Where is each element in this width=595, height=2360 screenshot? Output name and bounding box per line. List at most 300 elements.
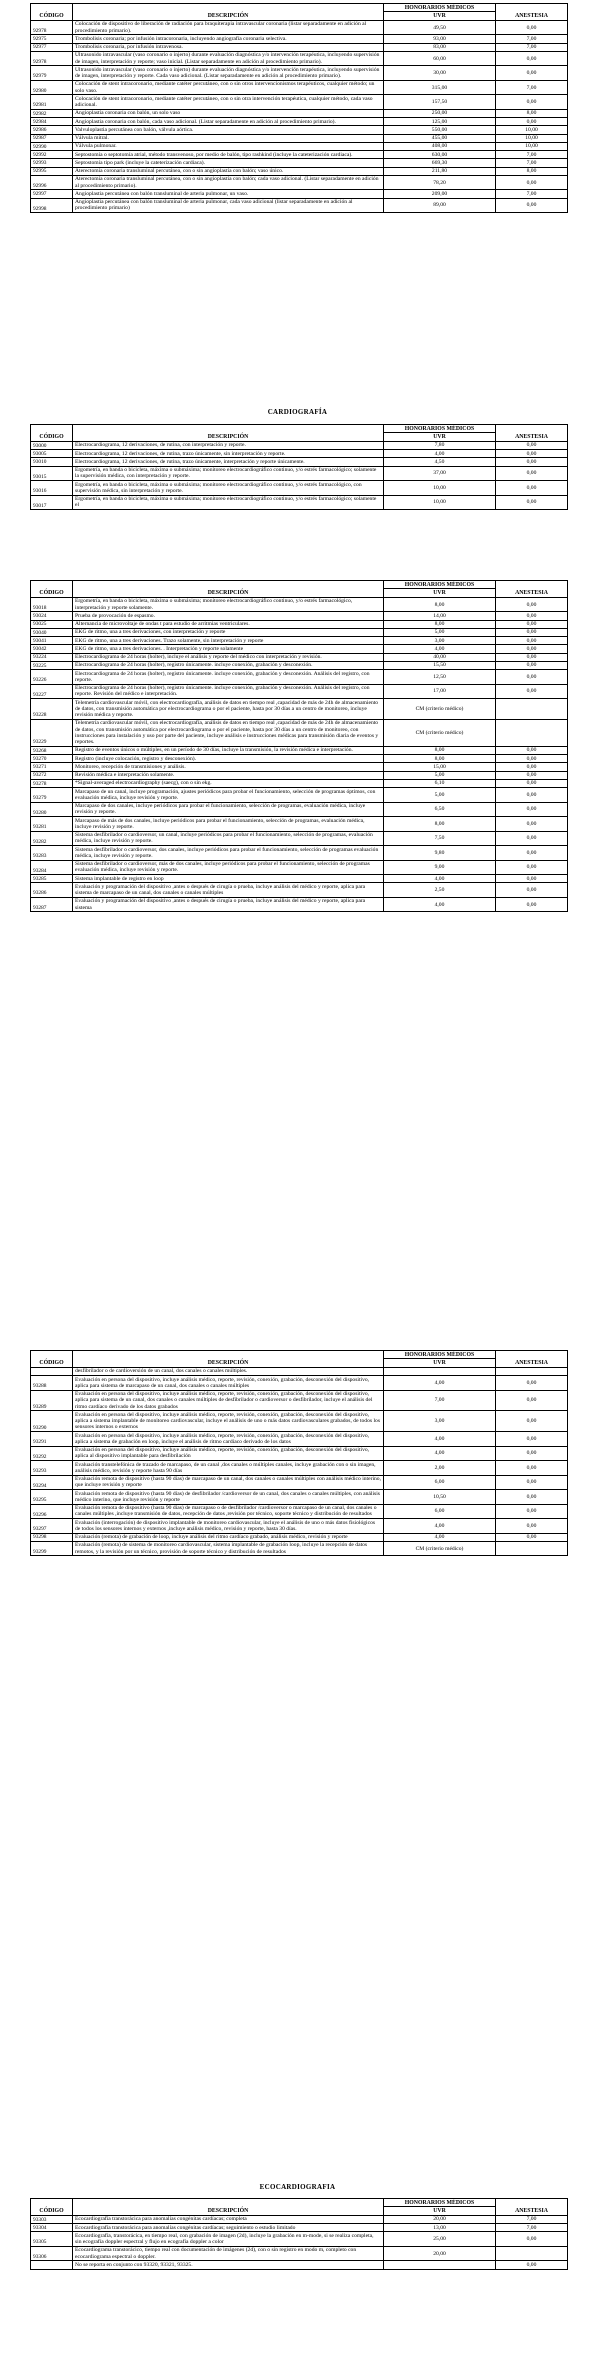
row-code: 93226 — [31, 670, 73, 685]
row-description: No se reporta en conjunto con 93320, 93321, 93325. — [73, 2261, 384, 2269]
table-row — [31, 134, 568, 142]
table-row — [31, 198, 568, 213]
row-uvr: 2,00 — [384, 1461, 496, 1476]
table-row — [31, 699, 568, 720]
row-code: 93017 — [31, 495, 73, 510]
row-description: Electrocardiograma de 24 horas (holter), incluye el análisis y reporte del médico con interpretación y revisión. — [73, 653, 384, 661]
header-codigo: CÓDIGO — [31, 4, 73, 21]
table-row — [31, 2246, 568, 2261]
row-code: 92980 — [31, 80, 73, 95]
row-description: Angioplastia percutánea con balón transluminal de arteria pulmonar, un vaso. — [73, 190, 384, 198]
row-anestesia: 7,00 — [496, 151, 568, 159]
row-anestesia: 8,00 — [496, 109, 568, 117]
table-row — [31, 1446, 568, 1461]
row-anestesia: 0,00 — [496, 66, 568, 81]
row-code: 93229 — [31, 719, 73, 746]
row-uvr: 25,00 — [384, 2232, 496, 2247]
row-code: 93293 — [31, 1461, 73, 1476]
table-row — [31, 1376, 568, 1391]
row-description: Registro (incluye colocación, registro y desconexión). — [73, 755, 384, 763]
table-row — [31, 875, 568, 883]
table-row — [31, 80, 568, 95]
row-description: Evaluación y programación del dispositivo ,antes o después de cirugía o prueba, incluye análisis del médico y reporte, aplica para sistema — [73, 897, 384, 912]
row-code: 93282 — [31, 831, 73, 846]
row-description: Ecocardiografía transtorácica para anomalías congénitas cardíacas; completa — [73, 2215, 384, 2223]
table-header-row — [31, 2199, 568, 2207]
table-row — [31, 159, 568, 167]
row-code: 93000 — [31, 441, 73, 449]
row-description: Electrocardiograma, 12 derivaciones, de rutina, trazo únicamente, interpretación y reporte únicamente. — [73, 458, 384, 466]
section-title-ecocardiografia: ECOCARDIOGRAFIA — [259, 2183, 336, 2191]
row-description: Sistema desfibrilador o cardioversor, dos canales, incluye periódicos para probar el funcionamiento, selección de programas evaluación médica, incluye revisión y reporte. — [73, 846, 384, 861]
row-description: Evaluación en persona del dispositivo, incluye análisis médico, reporte, revisión, conexión, grabación, desconexión del dispositivo, aplica para sistema de marcapaso de un canal, dos canales o canales múltiples — [73, 1376, 384, 1391]
header-codigo: CÓDIGO — [31, 425, 73, 442]
row-code: 93280 — [31, 802, 73, 817]
row-anestesia: 0,00 — [496, 860, 568, 875]
row-uvr: 13,00 — [384, 2224, 496, 2232]
row-description: Ultrasonido intravascular (vaso coronario o injerto) durante evaluación diagnóstica y/o intervención terapéutica, incluyendo supervisión de imagen, interpretación y reporte; vaso inicial. (Listar separadamente en adición al procedimiento primario). — [73, 51, 384, 66]
row-uvr — [384, 2261, 496, 2269]
row-code: 93272 — [31, 771, 73, 779]
row-code: 92992 — [31, 151, 73, 159]
row-description: Ecocardiografía transtorácica para anomalías congénitas cardíacas; seguimiento o estudio limitado — [73, 2224, 384, 2232]
row-code: 93290 — [31, 1411, 73, 1432]
table-row — [31, 653, 568, 661]
row-uvr: 4,00 — [384, 1533, 496, 1541]
row-anestesia: 0,00 — [496, 441, 568, 449]
row-anestesia: 7,00 — [496, 80, 568, 95]
table-row — [31, 2224, 568, 2232]
row-uvr: 15,00 — [384, 763, 496, 771]
row-anestesia: 0,00 — [496, 684, 568, 699]
row-description: Angioplastia coronaria con balón, un solo vaso — [73, 109, 384, 117]
row-description: Evaluación remota de dispositivo (hasta 90 días) de desfibrilador /cardioversor de un canal, dos canales o canales múltiples, con análisis médico interino, que incluye revisión y reporte — [73, 1490, 384, 1505]
row-uvr: 2,50 — [384, 883, 496, 898]
row-uvr: 14,00 — [384, 612, 496, 620]
header-codigo: CÓDIGO — [31, 2199, 73, 2216]
row-anestesia: 0,00 — [496, 1461, 568, 1476]
row-uvr: 49,50 — [384, 20, 496, 35]
row-description: Septostomía tipo park (incluye la cateterización cardiaca). — [73, 159, 384, 167]
row-anestesia: 10,00 — [496, 126, 568, 134]
header-codigo: CÓDIGO — [31, 581, 73, 598]
row-anestesia: 7,00 — [496, 43, 568, 51]
section-title-cardiografia: CARDIOGRAFÍA — [267, 408, 328, 416]
row-description: Telemetría cardiovascular móvil, con electrocardiografía, análisis de datos en tiempo real ,capacidad de más de 24h de almacenamiento de datos, con transmisión automática por electrocardiograma o por el paciente, hasta por 30 días a un centro de monitoreo, incluye revisión médica y reporte. — [73, 699, 384, 720]
table-row — [31, 1519, 568, 1534]
table-row — [31, 1490, 568, 1505]
table-row — [31, 118, 568, 126]
table-row — [31, 142, 568, 150]
row-uvr: 4,00 — [384, 1446, 496, 1461]
row-code: 93306 — [31, 2246, 73, 2261]
header-uvr: UVR — [384, 1359, 496, 1367]
row-anestesia: 0,00 — [496, 1475, 568, 1490]
row-anestesia: 0,00 — [496, 788, 568, 803]
header-honorarios: HONORARIOS MÉDICOS — [384, 581, 496, 589]
table-header-row — [31, 425, 568, 433]
row-code: 93297 — [31, 1519, 73, 1534]
row-code: 93298 — [31, 1533, 73, 1541]
row-description: Electrocardiograma, 12 derivaciones, de rutina, trazo únicamente, sin interpretación y reporte. — [73, 450, 384, 458]
table-row — [31, 1390, 568, 1411]
row-description: Ecocardiograma transtorácico, tiempo real con documentación de imágenes (2d), con o sin registro en modo m, completo con ecocardiograma espectral o doppler. — [73, 2246, 384, 2261]
row-code: 93296 — [31, 1504, 73, 1519]
row-anestesia: 0,00 — [496, 2232, 568, 2247]
row-code: 92995 — [31, 167, 73, 175]
row-uvr: 550,00 — [384, 126, 496, 134]
procedures-table-device-evaluation — [30, 1350, 568, 1556]
row-description: Monitoreo, recepción de transmisiones y análisis. — [73, 763, 384, 771]
table-row — [31, 846, 568, 861]
row-description: Electrocardiograma de 24 horas (holter), registro únicamente. incluye conexión, grabación y desconexión. Análisis del registro, con reporte. — [73, 670, 384, 685]
table-row — [31, 126, 568, 134]
row-code: 93286 — [31, 883, 73, 898]
row-uvr: 209,00 — [384, 190, 496, 198]
row-uvr: 3,00 — [384, 1411, 496, 1432]
row-uvr: 250,00 — [384, 109, 496, 117]
table-row — [31, 43, 568, 51]
row-uvr: 83,00 — [384, 43, 496, 51]
table-row — [31, 495, 568, 510]
row-anestesia: 0,00 — [496, 495, 568, 510]
row-anestesia: 0,00 — [496, 95, 568, 110]
header-codigo: CÓDIGO — [31, 1351, 73, 1368]
header-honorarios: HONORARIOS MÉDICOS — [384, 4, 496, 12]
row-anestesia: 0,00 — [496, 1533, 568, 1541]
table-row — [31, 20, 568, 35]
table-row — [31, 1461, 568, 1476]
table-row — [31, 779, 568, 787]
row-anestesia: 0,00 — [496, 802, 568, 817]
row-uvr: CM (criterio médico) — [384, 699, 496, 720]
row-anestesia: 0,00 — [496, 653, 568, 661]
table-row — [31, 1504, 568, 1519]
table-row — [31, 788, 568, 803]
row-code: 93288 — [31, 1376, 73, 1391]
row-anestesia: 0,00 — [496, 51, 568, 66]
table-row — [31, 466, 568, 481]
header-descripcion: DESCRIPCIÓN — [73, 2199, 384, 2216]
table-row — [31, 190, 568, 198]
table-row — [31, 746, 568, 754]
row-code: 93278 — [31, 779, 73, 787]
row-code: 93015 — [31, 466, 73, 481]
row-anestesia: 0,00 — [496, 755, 568, 763]
row-uvr: 7,50 — [384, 831, 496, 846]
row-anestesia: 0,00 — [496, 817, 568, 832]
row-code: 92993 — [31, 159, 73, 167]
table-row — [31, 628, 568, 636]
table-row — [31, 755, 568, 763]
row-anestesia: 0,00 — [496, 628, 568, 636]
row-anestesia — [496, 719, 568, 746]
row-anestesia: 0,00 — [496, 450, 568, 458]
row-uvr: 6,50 — [384, 802, 496, 817]
row-code: 93279 — [31, 788, 73, 803]
row-code: 92990 — [31, 142, 73, 150]
row-uvr: 15,50 — [384, 661, 496, 669]
row-anestesia: 0,00 — [496, 1446, 568, 1461]
row-anestesia: 0,00 — [496, 612, 568, 620]
header-honorarios: HONORARIOS MÉDICOS — [384, 1351, 496, 1359]
row-anestesia: 0,00 — [496, 846, 568, 861]
row-code: 93283 — [31, 846, 73, 861]
table-header-row — [31, 4, 568, 12]
row-anestesia: 0,00 — [496, 779, 568, 787]
row-code: 92997 — [31, 190, 73, 198]
row-uvr: 40,00 — [384, 653, 496, 661]
row-code: 93292 — [31, 1446, 73, 1461]
row-uvr: 4,00 — [384, 897, 496, 912]
table-row — [31, 817, 568, 832]
header-anestesia: ANESTESIA — [496, 1351, 568, 1368]
table-body — [31, 1367, 568, 1556]
table-header-row — [31, 1351, 568, 1359]
row-uvr: CM (criterio médico) — [384, 1541, 496, 1556]
row-code: 93291 — [31, 1432, 73, 1447]
row-description: Ergometría, en banda o bicicleta, máxima o submáxima; monitoreo electrocardiográfico continuo, y/o estrés farmacológico; solamente el — [73, 495, 384, 510]
row-description: Electrocardiograma de 24 horas (holter), registro únicamente. incluye conexión, grabación y desconexión. Análisis del registro, con reporte. Revisión del médico e interpretación. — [73, 684, 384, 699]
row-uvr: 315,00 — [384, 80, 496, 95]
row-uvr: 17,00 — [384, 684, 496, 699]
row-anestesia: 0,00 — [496, 458, 568, 466]
row-description: Electrocardiograma, 12 derivaciones, de rutina, con interpretación y reporte. — [73, 441, 384, 449]
row-description: Válvula pulmonar. — [73, 142, 384, 150]
row-uvr: 8,00 — [384, 755, 496, 763]
table-row — [31, 2232, 568, 2247]
row-code: 93040 — [31, 628, 73, 636]
row-code: 92984 — [31, 118, 73, 126]
row-uvr: 6,00 — [384, 1475, 496, 1490]
row-code: 93295 — [31, 1490, 73, 1505]
row-anestesia: 0,00 — [496, 1411, 568, 1432]
row-code: 93025 — [31, 620, 73, 628]
table-row — [31, 670, 568, 685]
row-uvr: 6,10 — [384, 779, 496, 787]
row-code: 92996 — [31, 175, 73, 190]
table-row — [31, 802, 568, 817]
row-description: Ergometría, en banda o bicicleta, máxima o submáxima; monitoreo electrocardiográfico continuo, y/o estrés farmacológico, con supervisión médica, sin interpretación y reporte. — [73, 481, 384, 496]
row-uvr: 157,50 — [384, 95, 496, 110]
row-description: Angioplastia coronaria con balón, cada vaso adicional. (Listar separadamente en adición al procedimiento primario). — [73, 118, 384, 126]
table-header-row — [31, 581, 568, 589]
row-code: 93304 — [31, 2224, 73, 2232]
row-anestesia: 0,00 — [496, 1390, 568, 1411]
row-anestesia: 0,00 — [496, 897, 568, 912]
row-anestesia: 0,00 — [496, 670, 568, 685]
table-row — [31, 661, 568, 669]
table-row — [31, 1432, 568, 1447]
header-uvr: UVR — [384, 2207, 496, 2215]
row-anestesia: 7,00 — [496, 190, 568, 198]
row-anestesia: 0,00 — [496, 1432, 568, 1447]
row-anestesia: 0,00 — [496, 20, 568, 35]
row-uvr: 20,00 — [384, 2215, 496, 2223]
row-uvr: 5,00 — [384, 788, 496, 803]
table-row — [31, 597, 568, 612]
row-anestesia: 10,00 — [496, 142, 568, 150]
row-description: Ultrasonido intravascular (vaso coronario o injerto) durante evaluación diagnóstica y/o intervención terapéutica, incluyendo supervisión de imagen, interpretación y reporte. Cada vaso adicional. (Listar separadamente en adición al procedimiento primario). — [73, 66, 384, 81]
row-code: 92986 — [31, 126, 73, 134]
row-code: 93016 — [31, 481, 73, 496]
row-code: 93268 — [31, 746, 73, 754]
row-anestesia: 0,00 — [496, 175, 568, 190]
table-row — [31, 450, 568, 458]
row-uvr: 4,50 — [384, 458, 496, 466]
table-row — [31, 831, 568, 846]
table-row — [31, 109, 568, 117]
row-uvr: CM (criterio médico) — [384, 719, 496, 746]
row-code: 93042 — [31, 645, 73, 653]
row-anestesia: 10,00 — [496, 134, 568, 142]
row-uvr: 4,00 — [384, 1432, 496, 1447]
table-row — [31, 1367, 568, 1375]
table-row — [31, 51, 568, 66]
row-code: 92977 — [31, 43, 73, 51]
header-descripcion: DESCRIPCIÓN — [73, 1351, 384, 1368]
row-description: Colocación de stent intracoronario, mediante catéter percutáneo, con o sin otra intervención terapéutica, cualquier método, cada vaso adicional. — [73, 95, 384, 110]
table-row — [31, 620, 568, 628]
row-code: 93010 — [31, 458, 73, 466]
table-row — [31, 719, 568, 746]
row-description: Evaluación transtelefónica de trazado de marcapaso, de un canal ,dos canales o múltiples canales, incluye grabación con o sin imagen, análisis médico, revisión y reporte hasta 90 días — [73, 1461, 384, 1476]
table-row — [31, 2261, 568, 2269]
row-anestesia — [496, 1367, 568, 1375]
header-anestesia: ANESTESIA — [496, 425, 568, 442]
row-code: 93271 — [31, 763, 73, 771]
row-description: Aterectomía coronaria transluminal percutánea, con o sin angioplastía con balón; vaso único. — [73, 167, 384, 175]
table-row — [31, 481, 568, 496]
header-honorarios: HONORARIOS MÉDICOS — [384, 425, 496, 433]
row-description: Trombolisis coronaria; por infusión intracoronaria, incluyendo angiografía coronaria selectiva. — [73, 35, 384, 43]
row-description: Aterectomía coronaria transluminal percutánea, con o sin angioplastía con balón; cada vaso adicional. (Listar separadamente en adición al procedimiento primario). — [73, 175, 384, 190]
row-uvr: 5,00 — [384, 771, 496, 779]
row-description: Evaluación en persona del dispositivo, incluye análisis médico, reporte, revisión, conexión, grabación, desconexión del dispositivo, aplica al dispositivo implantable para desfibrilación — [73, 1446, 384, 1461]
row-description: Ecocardiografía, transtorácica, en tiempo real, con grabación de imagen (2d), incluye la grabación en m-mode, si se realiza completa, sin ecografía doppler espectral y flujo en ecografía doppler a color — [73, 2232, 384, 2247]
row-anestesia: 7,00 — [496, 2215, 568, 2223]
row-description: Sistema desfibrilador o cardioversor, más de dos canales, incluye periódicos para probar el funcionamiento, selección de programas evaluación médica, incluye revisión y reporte. — [73, 860, 384, 875]
header-anestesia: ANESTESIA — [496, 2199, 568, 2216]
row-description: Válvula mitral. — [73, 134, 384, 142]
row-uvr: 9,80 — [384, 846, 496, 861]
row-uvr: 8,00 — [384, 597, 496, 612]
row-anestesia: 0,00 — [496, 466, 568, 481]
row-uvr: 8,00 — [384, 620, 496, 628]
row-description: Ergometría, en banda o bicicleta, máxima o submáxima; monitoreo electrocardiográfico continuo, y/o estrés farmacológico; solamente la supervisión médica, con interpretación y reporte. — [73, 466, 384, 481]
header-anestesia: ANESTESIA — [496, 581, 568, 598]
row-code: 92998 — [31, 198, 73, 213]
row-anestesia: 0,00 — [496, 875, 568, 883]
row-description: Registro de eventos únicos o múltiples, en un período de 30 días, incluye la transmisión, la revisión médica e interpretación. — [73, 746, 384, 754]
table-row — [31, 66, 568, 81]
row-description: Revisión médica e interpretación solamente. — [73, 771, 384, 779]
table-row — [31, 763, 568, 771]
row-code: 92978 — [31, 51, 73, 66]
row-uvr: 30,00 — [384, 66, 496, 81]
row-uvr: 10,00 — [384, 481, 496, 496]
row-uvr: 5,00 — [384, 628, 496, 636]
row-description: Electrocardiograma de 24 horas (holter), registro únicamente. incluye conexión, grabación y desconexión. — [73, 661, 384, 669]
procedures-table-cardiografia — [30, 424, 568, 510]
row-anestesia: 0,00 — [496, 597, 568, 612]
row-description: Marcapaso de dos canales, incluye periódicos para probar el funcionamiento, selección de programas, evaluación médica, incluye revisión y reporte. — [73, 802, 384, 817]
row-uvr: 93,00 — [384, 35, 496, 43]
row-description: Septostomía o septotomía atrial, método transvenoso, por medio de balón, tipo rashkind (incluye la cateterización cardiaca). — [73, 151, 384, 159]
row-uvr: 9,00 — [384, 860, 496, 875]
procedures-table-angioplasty — [30, 3, 568, 213]
row-uvr: 78,20 — [384, 175, 496, 190]
row-description: Trombolisis coronaria, por infusión intravenosa. — [73, 43, 384, 51]
row-code: 92981 — [31, 95, 73, 110]
row-uvr: 455,00 — [384, 134, 496, 142]
table-row — [31, 458, 568, 466]
row-code — [31, 2261, 73, 2269]
table-row — [31, 151, 568, 159]
procedures-table-ekg-holter — [30, 580, 568, 912]
table-body — [31, 597, 568, 912]
table-row — [31, 860, 568, 875]
table-row — [31, 612, 568, 620]
row-code: 93227 — [31, 684, 73, 699]
row-uvr: 630,00 — [384, 151, 496, 159]
row-description: Alternancia de microvoltaje de ondas t para estudio de arritmias ventriculares. — [73, 620, 384, 628]
row-uvr: 3,00 — [384, 637, 496, 645]
row-uvr: 8,00 — [384, 746, 496, 754]
row-code: 92978 — [31, 20, 73, 35]
row-uvr: 37,00 — [384, 466, 496, 481]
row-description: Evaluación en persona del dispositivo, incluye análisis médico, reporte, revisión, conexión, grabación, desconexión del dispositivo, aplica a sistema de grabación en loop, incluye el análisis de ritmo cardíaco derivado de los datos — [73, 1432, 384, 1447]
row-code: 93305 — [31, 2232, 73, 2247]
row-code: 92979 — [31, 66, 73, 81]
row-description: Angioplastia percutánea con balón transluminal de arteria pulmonar, cada vaso adicional (listar separadamente en adición al procedimiento primario) — [73, 198, 384, 213]
row-anestesia: 0,00 — [496, 771, 568, 779]
row-description: Ergometría, en banda o bicicleta, máxima o submáxima; monitoreo electrocardiográfico continuo, y/o estrés farmacológico, interpretación y reporte solamente. — [73, 597, 384, 612]
row-anestesia: 0,00 — [496, 2261, 568, 2269]
row-uvr: 7,00 — [384, 1390, 496, 1411]
row-description: *Signal-averaged electrocardiography (saecg), con o sin ekg. — [73, 779, 384, 787]
row-anestesia: 0,00 — [496, 645, 568, 653]
table-row — [31, 1411, 568, 1432]
row-code: 92975 — [31, 35, 73, 43]
row-uvr: 4,00 — [384, 450, 496, 458]
header-honorarios: HONORARIOS MÉDICOS — [384, 2199, 496, 2207]
table-row — [31, 175, 568, 190]
table-row — [31, 771, 568, 779]
header-descripcion: DESCRIPCIÓN — [73, 581, 384, 598]
row-uvr: 4,00 — [384, 645, 496, 653]
row-description: Colocación de stent intracoronario, mediante catéter percutáneo, con o sin otros intervencionismos terapéuticos, cualquier método; un solo vaso. — [73, 80, 384, 95]
row-description: Evaluación remota de dispositivo (hasta 90 días) de marcapaso de un canal, dos canales o canales múltiples con análisis médico interino, que incluye revisión y reporte — [73, 1475, 384, 1490]
row-uvr: 669,30 — [384, 159, 496, 167]
row-code: 93225 — [31, 661, 73, 669]
row-uvr: 89,00 — [384, 198, 496, 213]
header-anestesia: ANESTESIA — [496, 4, 568, 21]
row-anestesia — [496, 699, 568, 720]
table-row — [31, 645, 568, 653]
row-anestesia: 7,00 — [496, 2224, 568, 2232]
row-code: 93018 — [31, 597, 73, 612]
table-row — [31, 637, 568, 645]
row-anestesia: 0,00 — [496, 1504, 568, 1519]
row-description: EKG de ritmo, una a tres derivaciones. . Interpretación y reporte solamente — [73, 645, 384, 653]
row-anestesia: 0,00 — [496, 883, 568, 898]
table-row — [31, 1541, 568, 1556]
row-uvr: 20,00 — [384, 2246, 496, 2261]
table-row — [31, 883, 568, 898]
row-code: 93299 — [31, 1541, 73, 1556]
row-anestesia: 0,00 — [496, 637, 568, 645]
